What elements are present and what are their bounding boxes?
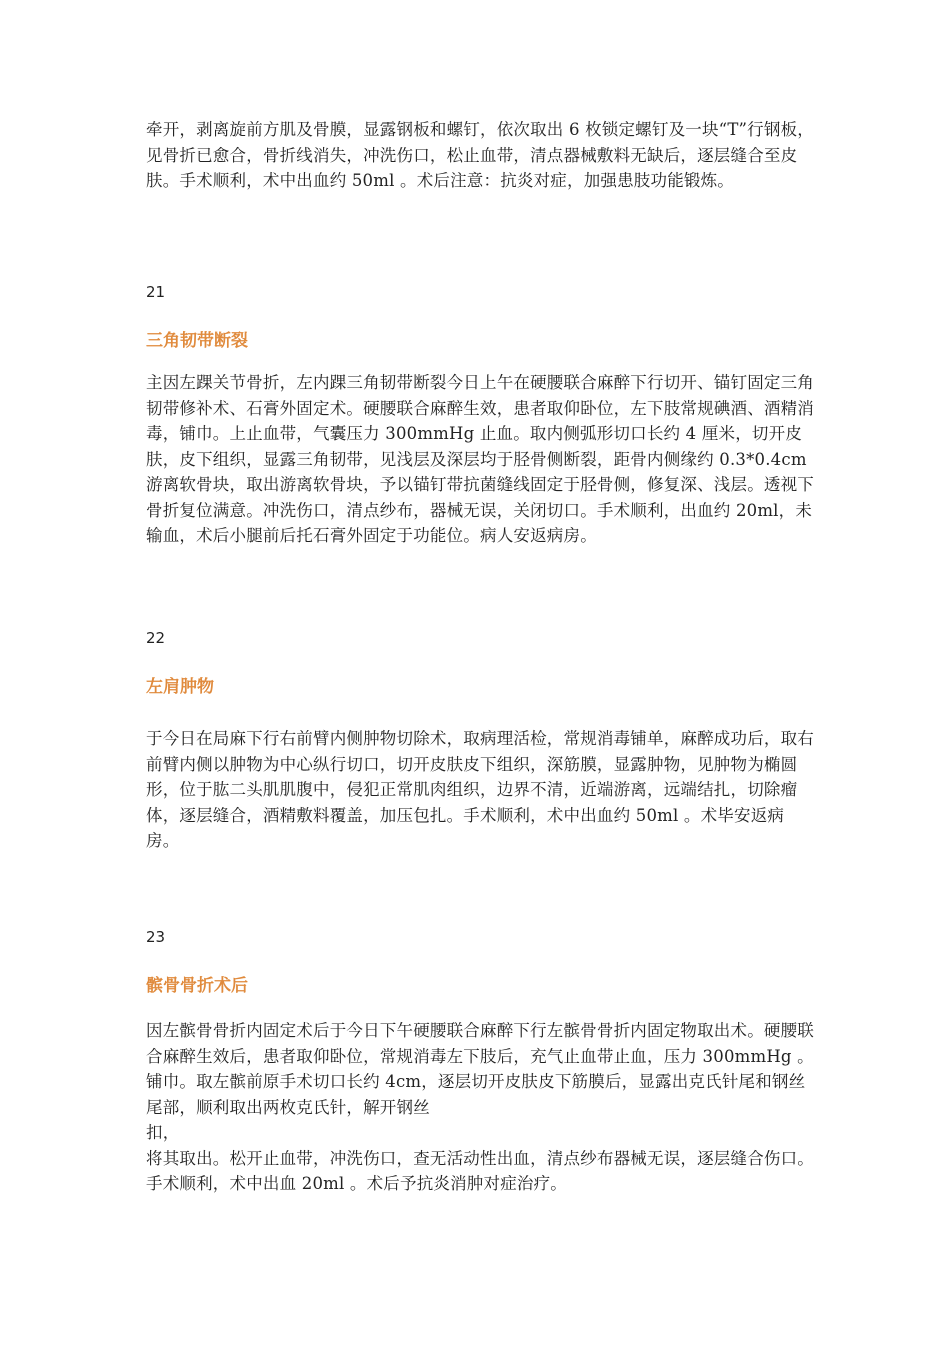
section-title: 髌骨骨折术后 [146, 976, 248, 996]
section-22 [146, 629, 814, 647]
section-title: 三角韧带断裂 [146, 331, 248, 351]
section-22-body-wrap [146, 726, 814, 854]
section-body: 牵开，剥离旋前方肌及骨膜，显露钢板和螺钉，依次取出 6 枚锁定螺钉及一块“T”行钢板，见骨折已愈合，骨折线消失，冲洗伤口，松止血带，清点器械敷料无缺后，逐层缝合至皮肤。手术顺利，术中出血约 50ml 。术后注意：抗炎对症，加强患肢功能锻炼。 [146, 120, 814, 190]
section-23-body-wrap [146, 1018, 814, 1197]
section-21-title-wrap [146, 326, 814, 351]
section-body: 主因左踝关节骨折，左内踝三角韧带断裂今日上午在硬腰联合麻醉下行切开、锚钉固定三角韧带修补术、石膏外固定术。硬腰联合麻醉生效，患者取仰卧位，左下肢常规碘酒、酒精消毒，铺巾。上止血带，气囊压力 300mmHg 止血。取内侧弧形切口长约 4 厘米，切开皮肤，皮下组织，显露三角韧带，见浅层及深层均于胫骨侧断裂，距骨内侧缘约 0.3*0.4cm 游离软骨块，取出游离软骨块，予以锚钉带抗菌缝线固定于胫骨侧，修复深、浅层。透视下骨折复位满意。冲洗伤口，清点纱布，器械无误，关闭切口。手术顺利，出血约 20ml，未输血，术后小腿前后托石膏外固定于功能位。病人安返病房。 [146, 373, 814, 545]
section-23-title-wrap [146, 971, 814, 996]
section-continued [146, 117, 814, 194]
section-23 [146, 928, 814, 946]
section-number: 22 [146, 629, 166, 647]
section-21 [146, 283, 814, 301]
section-title: 左肩肿物 [146, 677, 214, 697]
section-number: 21 [146, 283, 166, 301]
section-21-body-wrap [146, 370, 814, 549]
section-22-title-wrap [146, 672, 814, 697]
section-body: 于今日在局麻下行右前臂内侧肿物切除术，取病理活检，常规消毒铺单，麻醉成功后，取右前臂内侧以肿物为中心纵行切口，切开皮肤皮下组织，深筋膜，显露肿物，见肿物为椭圆形，位于肱二头肌肌腹中，侵犯正常肌肉组织，边界不清，近端游离，远端结扎，切除瘤体，逐层缝合，酒精敷料覆盖，加压包扎。手术顺利，术中出血约 50ml 。术毕安返病房。 [146, 729, 814, 850]
section-number: 23 [146, 928, 166, 946]
section-body: 因左髌骨骨折内固定术后于今日下午硬腰联合麻醉下行左髌骨骨折内固定物取出术。硬腰联合麻醉生效后，患者取仰卧位，常规消毒左下肢后，充气止血带止血，压力 300mmHg 。铺巾。取左髌前原手术切口长约 4cm，逐层切开皮肤皮下筋膜后，显露出克氏针尾和钢丝尾部，顺利取出两枚克氏针，解开钢丝 扣， 将其取出。松开止血带，冲洗伤口，查无活动性出血，清点纱布器械无误，逐层缝合伤口。手术顺利，术中出血 20ml 。术后予抗炎消肿对症治疗。 [146, 1021, 814, 1193]
